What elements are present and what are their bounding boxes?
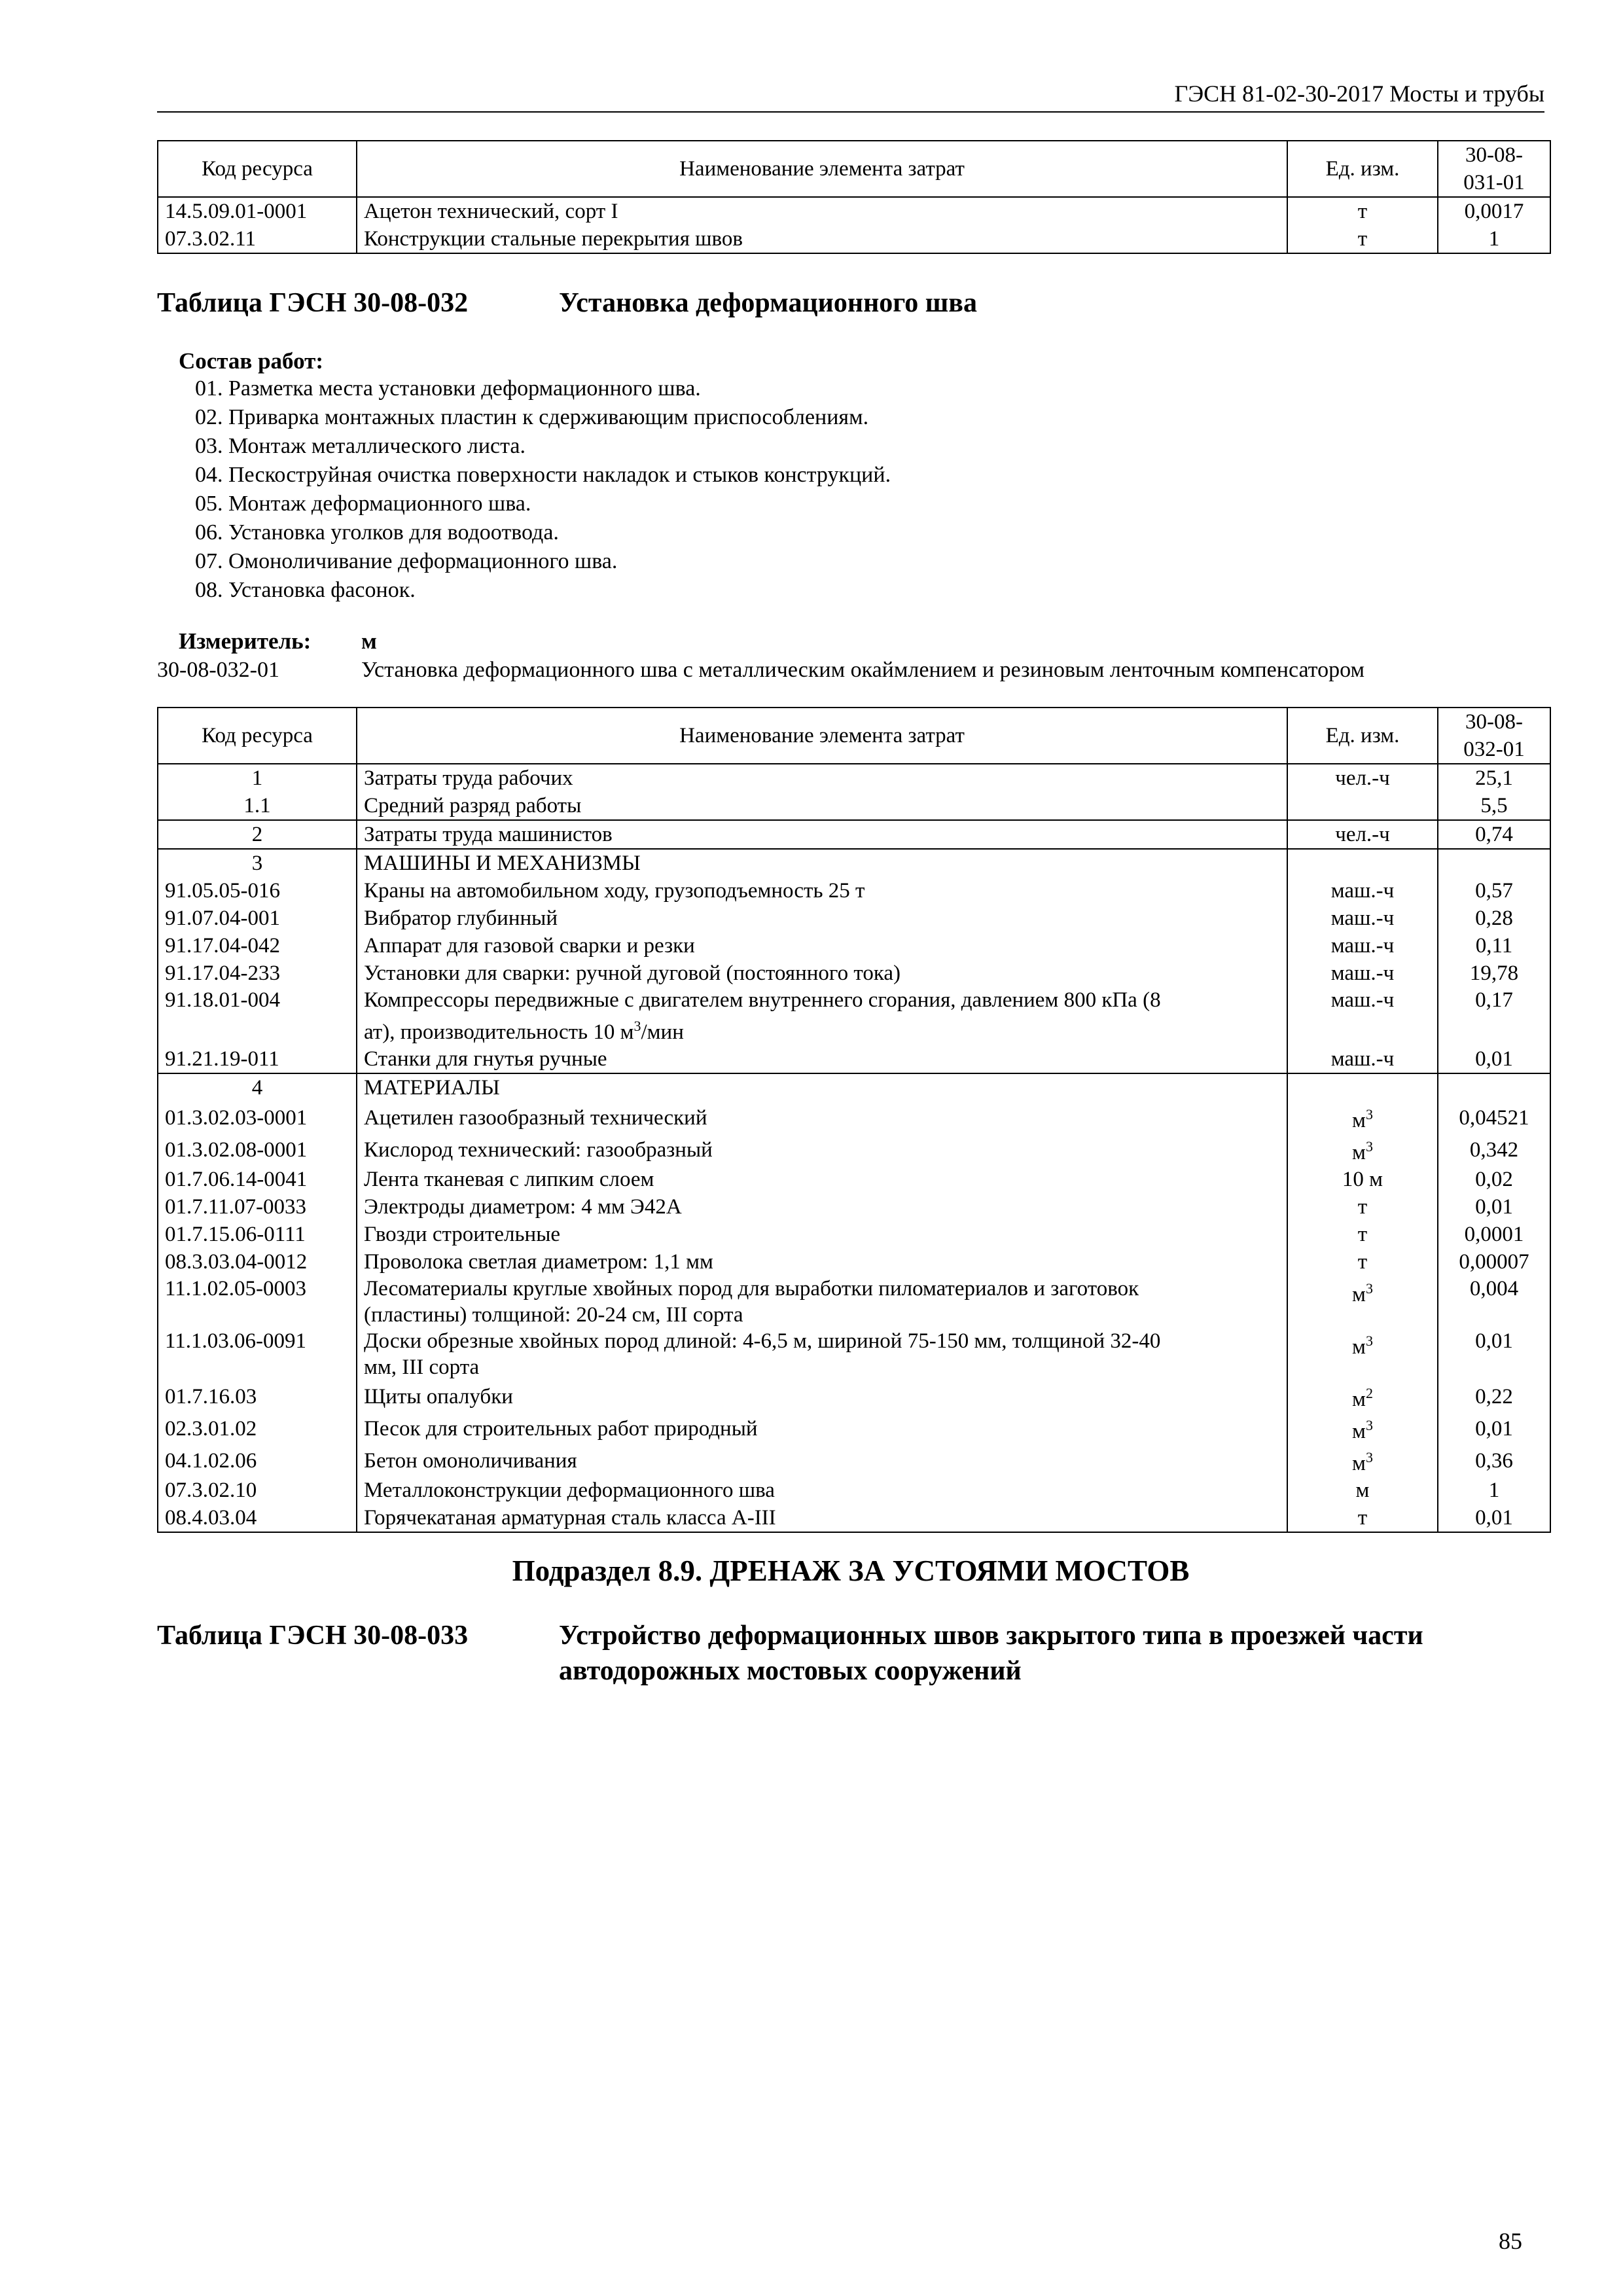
cell-value: 0,342: [1438, 1134, 1550, 1166]
header-name: Наименование элемента затрат: [357, 141, 1287, 197]
cell-value: 0,01: [1438, 1504, 1550, 1532]
cell-name: Лента тканевая с липким слоем: [357, 1166, 1287, 1193]
table-row: [158, 1193, 1550, 1221]
cell-code: 11.1.02.05-0003: [158, 1276, 357, 1328]
cell-value: 0,22: [1438, 1380, 1550, 1412]
work-step: 08. Установка фасонок.: [195, 578, 416, 602]
running-header: [157, 77, 1544, 113]
table-row: [158, 1166, 1550, 1193]
header-code: Код ресурса: [158, 708, 357, 764]
table-row: [158, 1134, 1550, 1166]
cell-unit: т: [1287, 1193, 1438, 1221]
cell-value: 19,78: [1438, 960, 1550, 987]
table-row: [158, 225, 1550, 253]
cell-unit: маш.-ч: [1287, 960, 1438, 987]
cell-name: Станки для гнутья ручные: [357, 1045, 1287, 1073]
cell-code: 91.17.04-042: [158, 932, 357, 960]
measurer-value: м: [361, 628, 377, 654]
cell-value: 5,5: [1438, 792, 1550, 820]
cell-code: 4: [158, 1073, 357, 1102]
cell-unit: $м^3$: [1287, 1102, 1438, 1134]
header-norm-line2: 031-01: [1463, 171, 1525, 194]
composition-label: Состав работ:: [179, 348, 323, 374]
cell-name: Затраты труда машинистов: [357, 820, 1287, 849]
cell-name: Лесоматериалы круглые хвойных пород для выработки пиломатериалов и заготовок (пластины) толщиной: 20-24 см, III сорта: [357, 1276, 1287, 1328]
cell-unit: маш.-ч: [1287, 987, 1438, 1045]
cell-unit: $м^3$: [1287, 1276, 1438, 1328]
table-row: [158, 1276, 1550, 1328]
cell-value: 0,28: [1438, 905, 1550, 932]
cell-code: 08.3.03.04-0012: [158, 1248, 357, 1276]
cell-code: 91.05.05-016: [158, 877, 357, 905]
cell-value: 0,00007: [1438, 1248, 1550, 1276]
table-row: [158, 1045, 1550, 1073]
table-row: [158, 1073, 1550, 1102]
cell-name: Горячекатаная арматурная сталь класса А-III: [357, 1504, 1287, 1532]
cell-unit: т: [1287, 197, 1438, 225]
cell-unit: т: [1287, 225, 1438, 253]
cell-name: Краны на автомобильном ходу, грузоподъемность 25 т: [357, 877, 1287, 905]
cell-code: 01.7.11.07-0033: [158, 1193, 357, 1221]
cell-code: 07.3.02.10: [158, 1477, 357, 1504]
norm-code: 30-08-032-01: [157, 658, 279, 682]
header-name: Наименование элемента затрат: [357, 708, 1287, 764]
cell-value: 1: [1438, 1477, 1550, 1504]
work-step: 05. Монтаж деформационного шва.: [195, 492, 531, 516]
cell-code: 01.7.16.03: [158, 1380, 357, 1412]
cell-value: 0,02: [1438, 1166, 1550, 1193]
cell-unit: 10 м: [1287, 1166, 1438, 1193]
cell-unit: $м^3$: [1287, 1134, 1438, 1166]
cell-value: 0,74: [1438, 820, 1550, 849]
table-row: [158, 792, 1550, 820]
header-norm-line1: 30-08-: [1465, 143, 1523, 167]
table-row: [158, 764, 1550, 792]
header-norm-line2: 032-01: [1463, 738, 1525, 761]
header-norm: [1438, 708, 1550, 764]
table-032-heading: [157, 285, 1544, 321]
cell-name: Затраты труда рабочих: [357, 764, 1287, 792]
header-code: Код ресурса: [158, 141, 357, 197]
table-row: [158, 1412, 1550, 1444]
norm-description: Установка деформационного шва с металлическим окаймлением и резиновым ленточным компенсатором: [361, 658, 1364, 682]
cell-code: 01.3.02.08-0001: [158, 1134, 357, 1166]
cell-value: 0,0001: [1438, 1221, 1550, 1248]
cell-name: Вибратор глубинный: [357, 905, 1287, 932]
cell-code: 08.4.03.04: [158, 1504, 357, 1532]
section-title-machines: МАШИНЫ И МЕХАНИЗМЫ: [357, 849, 1287, 877]
table-row: [158, 877, 1550, 905]
table-row: [158, 1504, 1550, 1532]
table-header-row: [158, 141, 1550, 197]
cell-name: Металлоконструкции деформационного шва: [357, 1477, 1287, 1504]
table-row: [158, 1477, 1550, 1504]
cell-value: 0,004: [1438, 1276, 1550, 1328]
table-row: [158, 1248, 1550, 1276]
cell-value: 0,04521: [1438, 1102, 1550, 1134]
cell-value: 0,01: [1438, 1328, 1550, 1380]
subsection-heading: Подраздел 8.9. ДРЕНАЖ ЗА УСТОЯМИ МОСТОВ: [512, 1554, 1190, 1587]
cell-name: Конструкции стальные перекрытия швов: [357, 225, 1287, 253]
header-unit: Ед. изм.: [1287, 708, 1438, 764]
header-unit: Ед. изм.: [1287, 141, 1438, 197]
cell-name: Песок для строительных работ природный: [357, 1412, 1287, 1444]
cell-code: 91.17.04-233: [158, 960, 357, 987]
work-step: 04. Пескоструйная очистка поверхности накладок и стыков конструкций.: [195, 463, 891, 487]
cell-value: 0,36: [1438, 1444, 1550, 1477]
cell-unit: маш.-ч: [1287, 905, 1438, 932]
cell-code: 2: [158, 820, 357, 849]
table-row: [158, 932, 1550, 960]
table-header-row: [158, 708, 1550, 764]
cell-name: Ацетон технический, сорт I: [357, 197, 1287, 225]
cell-unit: т: [1287, 1221, 1438, 1248]
cell-name: Гвозди строительные: [357, 1221, 1287, 1248]
cell-code: 01.3.02.03-0001: [158, 1102, 357, 1134]
cell-unit: $м^3$: [1287, 1444, 1438, 1477]
cell-code: 04.1.02.06: [158, 1444, 357, 1477]
cell-name: Компрессоры передвижные с двигателем внутреннего сгорания, давлением 800 кПа (8 ат), производительность 10 $м^3$/мин: [357, 987, 1287, 1045]
measurer-label: Измеритель:: [179, 628, 312, 654]
table-row: [158, 960, 1550, 987]
cell-unit: [1287, 792, 1438, 820]
running-header-title: ГЭСН 81-02-30-2017 Мосты и трубы: [1174, 81, 1544, 107]
cell-code: 1: [158, 764, 357, 792]
table-row: [158, 1444, 1550, 1477]
header-norm-line1: 30-08-: [1465, 710, 1523, 734]
cell-value: 0,0017: [1438, 197, 1550, 225]
cell-name: Аппарат для газовой сварки и резки: [357, 932, 1287, 960]
cell-name: Ацетилен газообразный технический: [357, 1102, 1287, 1134]
table-row: [158, 820, 1550, 849]
cell-value: 25,1: [1438, 764, 1550, 792]
table-033-number: Таблица ГЭСН 30-08-033: [157, 1621, 469, 1651]
cell-unit: маш.-ч: [1287, 932, 1438, 960]
table-row: [158, 1328, 1550, 1380]
cell-name: Щиты опалубки: [357, 1380, 1287, 1412]
table-032-title: Установка деформационного шва: [559, 288, 977, 318]
header-norm: [1438, 141, 1550, 197]
table-032-number: Таблица ГЭСН 30-08-032: [157, 288, 469, 318]
cell-code: 01.7.06.14-0041: [158, 1166, 357, 1193]
cell-unit: чел.-ч: [1287, 764, 1438, 792]
cell-unit: маш.-ч: [1287, 1045, 1438, 1073]
cell-code: 14.5.09.01-0001: [158, 197, 357, 225]
table-row: [158, 849, 1550, 877]
cell-value: 0,01: [1438, 1412, 1550, 1444]
table-row: [158, 197, 1550, 225]
work-steps-list: [195, 374, 891, 605]
cell-unit: $м^3$: [1287, 1328, 1438, 1380]
cell-name: Бетон омоноличивания: [357, 1444, 1287, 1477]
cell-name: Электроды диаметром: 4 мм Э42А: [357, 1193, 1287, 1221]
work-step: 06. Установка уголков для водоотвода.: [195, 520, 559, 545]
work-step: 01. Разметка места установки деформационного шва.: [195, 376, 701, 401]
resource-table-032: [157, 707, 1551, 1533]
page-number: 85: [1499, 2228, 1522, 2254]
work-step: 07. Омоноличивание деформационного шва.: [195, 549, 618, 573]
table-row: [158, 1102, 1550, 1134]
work-step: 02. Приварка монтажных пластин к сдерживающим приспособлениям.: [195, 405, 869, 429]
table-row: [158, 1380, 1550, 1412]
table-row: [158, 987, 1550, 1045]
cell-code: 01.7.15.06-0111: [158, 1221, 357, 1248]
cell-name: Средний разряд работы: [357, 792, 1287, 820]
table-row: [158, 1221, 1550, 1248]
cell-value: 0,17: [1438, 987, 1550, 1045]
cell-code: 07.3.02.11: [158, 225, 357, 253]
cell-unit: $м^3$: [1287, 1412, 1438, 1444]
cell-value: 0,01: [1438, 1045, 1550, 1073]
cell-code: 91.07.04-001: [158, 905, 357, 932]
work-step: 03. Монтаж металлического листа.: [195, 434, 526, 458]
cell-name: Доски обрезные хвойных пород длиной: 4-6,5 м, шириной 75-150 мм, толщиной 32-40 мм, III сорта: [357, 1328, 1287, 1380]
cell-code: 3: [158, 849, 357, 877]
cell-name: Кислород технический: газообразный: [357, 1134, 1287, 1166]
cell-code: 02.3.01.02: [158, 1412, 357, 1444]
cell-value: 0,57: [1438, 877, 1550, 905]
resource-table-031: [157, 140, 1551, 254]
cell-name: Проволока светлая диаметром: 1,1 мм: [357, 1248, 1287, 1276]
cell-unit: т: [1287, 1248, 1438, 1276]
cell-value: 0,11: [1438, 932, 1550, 960]
section-title-materials: МАТЕРИАЛЫ: [357, 1073, 1287, 1102]
cell-code: 91.18.01-004: [158, 987, 357, 1045]
cell-unit: т: [1287, 1504, 1438, 1532]
cell-code: 1.1: [158, 792, 357, 820]
cell-unit: м: [1287, 1477, 1438, 1504]
cell-code: 91.21.19-011: [158, 1045, 357, 1073]
cell-value: 1: [1438, 225, 1550, 253]
cell-value: 0,01: [1438, 1193, 1550, 1221]
cell-unit: $м^2$: [1287, 1380, 1438, 1412]
cell-unit: чел.-ч: [1287, 820, 1438, 849]
table-033-heading: [157, 1618, 1544, 1690]
cell-code: 11.1.03.06-0091: [158, 1328, 357, 1380]
table-033-title: Устройство деформационных швов закрытого типа в проезжей части автодорожных мостовых сооружений: [559, 1621, 1423, 1686]
cell-name: Установки для сварки: ручной дуговой (постоянного тока): [357, 960, 1287, 987]
table-row: [158, 905, 1550, 932]
cell-unit: маш.-ч: [1287, 877, 1438, 905]
